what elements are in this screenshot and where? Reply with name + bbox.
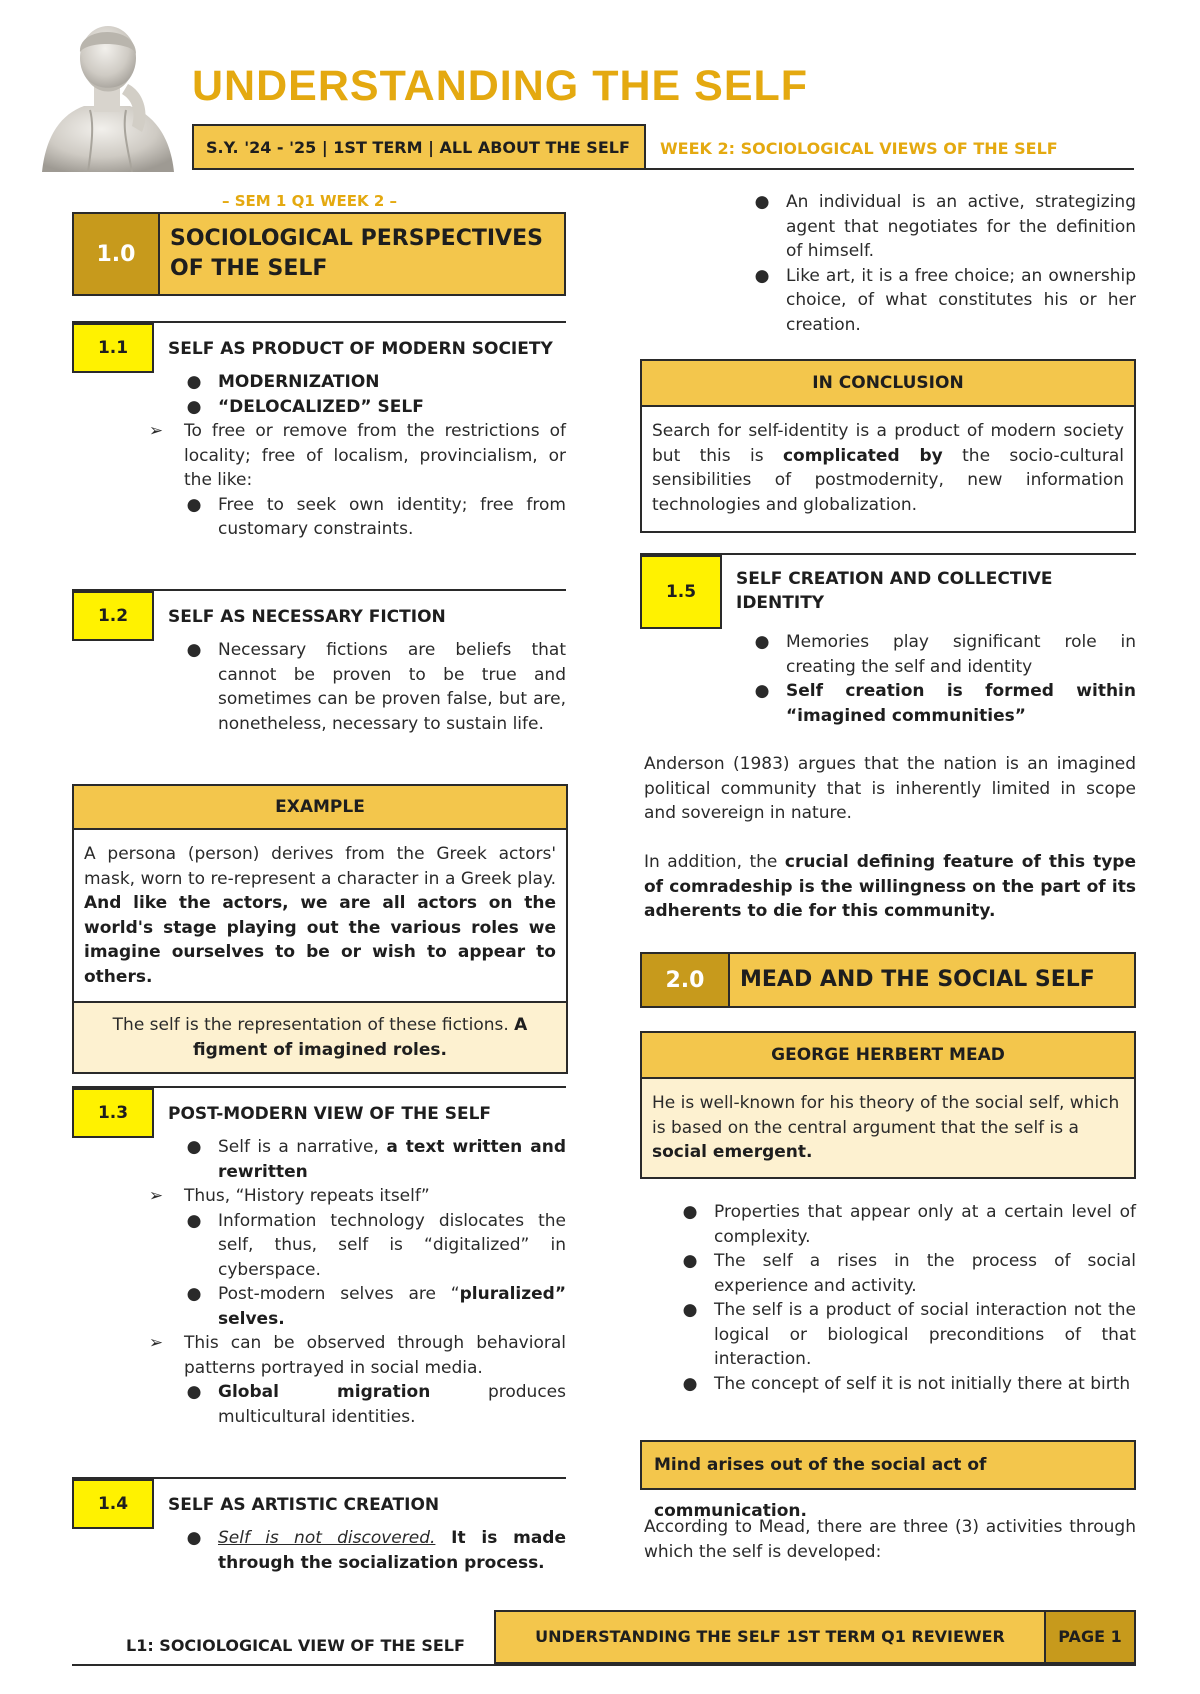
list-item [184, 1526, 566, 1575]
bullet-icon: ● [682, 1251, 698, 1271]
arrow-bullet-icon: ➢ [148, 1186, 164, 1206]
conclusion-box-body [642, 407, 1134, 531]
conclusion-box [640, 359, 1136, 533]
list-item [184, 1380, 566, 1429]
section-number: 1.2 [72, 591, 154, 641]
mead-text: He is well-known for his theory of the social self, which is based on the central argument that the self is a [652, 1093, 1120, 1138]
list-subitem [74, 419, 566, 493]
paragraph-text: In addition, the [644, 852, 785, 872]
mind-callout [640, 1440, 1136, 1521]
section-title: POST-MODERN VIEW OF THE SELF [168, 1104, 492, 1124]
list-item [184, 1209, 566, 1283]
list-item [680, 1372, 1136, 1397]
example-box-footer [74, 1001, 566, 1072]
mead-box-heading: GEORGE HERBERT MEAD [642, 1033, 1134, 1079]
arrow-bullet-icon: ➢ [148, 1333, 164, 1353]
section-title: MEAD AND THE SOCIAL SELF [730, 954, 1134, 1006]
bullet-icon: ● [186, 1284, 202, 1304]
list-item-text: The self is a product of social interaction not the logical or biological preconditions of that interaction. [714, 1300, 1136, 1369]
list-item-text: Thus, “History repeats itself” [184, 1186, 430, 1206]
footer-reviewer-label: UNDERSTANDING THE SELF 1ST TERM Q1 REVIEWER [494, 1610, 1046, 1664]
list-item [184, 493, 566, 542]
arrow-bullet-icon: ➢ [148, 421, 164, 441]
bullet-icon: ● [754, 192, 770, 212]
mead-closing-paragraph: According to Mead, there are three (3) activities through which the self is developed: [644, 1517, 1136, 1562]
list-item-emphasis: pluralized” selves. [218, 1284, 566, 1329]
section-title [160, 214, 564, 294]
section-title: SELF AS PRODUCT OF MODERN SOCIETY [168, 339, 553, 359]
bullet-icon: ● [186, 1382, 202, 1402]
bullet-icon: ● [186, 640, 202, 660]
section-title: SELF AS ARTISTIC CREATION [168, 1495, 440, 1515]
bullet-icon: ● [682, 1202, 698, 1222]
list-subitem [74, 1331, 566, 1380]
list-item-text: Information technology dislocates the self, thus, self is “digitalized” in cyberspace. [218, 1210, 566, 1280]
list-item-emphasis: Global migration [218, 1382, 431, 1402]
list-item [680, 1200, 1136, 1249]
bullet-icon: ● [186, 396, 202, 417]
bullet-icon: ● [186, 1137, 202, 1157]
bullet-icon: ● [682, 1300, 698, 1320]
bullet-icon: ● [186, 372, 202, 392]
section-1-1-bullets [148, 370, 566, 542]
list-item-text: “DELOCALIZED” SELF [218, 396, 424, 417]
example-box [72, 784, 568, 1074]
list-item-text: produces multicultural identities. [218, 1382, 566, 1427]
list-item-underlined: Self is not discovered. [218, 1528, 436, 1548]
list-item [184, 370, 566, 395]
list-item-text: Necessary fictions are beliefs that cannot be proven to be true and sometimes can be proven false, but are, nonetheless, necessary to sustain life. [218, 640, 566, 734]
conclusion-box-heading: IN CONCLUSION [642, 361, 1134, 407]
section-title: SELF AS NECESSARY FICTION [168, 607, 446, 627]
page-title: UNDERSTANDING THE SELF [192, 62, 809, 110]
bullet-icon: ● [186, 1528, 202, 1548]
list-item-text: The concept of self it is not initially there at birth [714, 1373, 1131, 1394]
week-label: WEEK 2: SOCIOLOGICAL VIEWS OF THE SELF [660, 139, 1058, 158]
callout-text: Mind arises out of the social act of communication. [654, 1455, 987, 1521]
footer-lesson-label: L1: SOCIOLOGICAL VIEW OF THE SELF [126, 1636, 465, 1655]
section-1-2-bullets [184, 638, 566, 736]
section-title-line: SOCIOLOGICAL PERSPECTIVES [170, 226, 543, 251]
section-title-line: OF THE SELF [170, 256, 328, 281]
paragraph-emphasis: crucial defining feature of this type of comradeship is the willingness on the part of its adherents to die for this community. [644, 852, 1136, 921]
list-item-emphasis: Self creation is formed within “imagined communities” [786, 681, 1136, 726]
conclusion-emphasis: complicated by [782, 445, 943, 466]
list-item [680, 1298, 1136, 1372]
bullet-icon: ● [682, 1373, 698, 1394]
bullet-icon: ● [754, 632, 770, 652]
section-title-line: IDENTITY [736, 593, 825, 613]
list-item-emphasis: a text written and rewritten [218, 1137, 566, 1182]
section-title-line: SELF CREATION AND COLLECTIVE [736, 569, 1053, 589]
section-number: 1.1 [72, 323, 154, 373]
list-subitem [74, 1184, 566, 1209]
list-item-text: Memories play significant role in creating the self and identity [786, 632, 1136, 677]
section-number: 1.4 [72, 1479, 154, 1529]
section-title [736, 567, 1136, 615]
example-footer-emphasis: A figment of imagined roles. [193, 1015, 528, 1060]
list-item [184, 395, 566, 420]
list-item [184, 638, 566, 736]
list-item [752, 264, 1136, 338]
bullet-icon: ● [754, 681, 770, 701]
list-item-text: Properties that appear only at a certain level of complexity. [714, 1202, 1136, 1247]
list-item-text: To free or remove from the restrictions of locality; free of localism, provincialism, or the like: [184, 421, 566, 490]
footer-page-number: PAGE 1 [1044, 1610, 1136, 1664]
list-item [752, 679, 1136, 728]
list-item-text: This can be observed through behavioral patterns portrayed in social media. [184, 1333, 566, 1378]
anderson-paragraph: Anderson (1983) argues that the nation is an imagined political community that is inherently limited in scope and sovereign in nature. [644, 754, 1136, 823]
school-year-label: S.Y. '24 - '25 | 1ST TERM | ALL ABOUT THE SELF [192, 124, 646, 170]
list-item-text: MODERNIZATION [218, 372, 380, 392]
footer-divider [72, 1664, 1136, 1666]
list-item-text: Self is a narrative, [218, 1137, 387, 1157]
list-item-text: Post-modern selves are “ [218, 1284, 460, 1304]
example-text-emphasis: And like the actors, we are all actors on the world's stage playing out the various roles we imagine ourselves to be or wish to appear to others. [84, 893, 556, 987]
section-2-0-header [640, 952, 1136, 1008]
list-item-emphasis: It is made through the socialization process. [218, 1528, 566, 1573]
header-divider [646, 168, 1134, 170]
list-item [680, 1249, 1136, 1298]
comradeship-paragraph [644, 850, 1136, 924]
section-number: 1.3 [72, 1088, 154, 1138]
list-item [184, 1282, 566, 1331]
mead-box [640, 1031, 1136, 1179]
section-1-5-bullets [752, 630, 1136, 728]
bullet-icon: ● [754, 265, 770, 286]
section-1-4-bullets-left [184, 1526, 566, 1575]
example-text: A persona (person) derives from the Greek actors' mask, worn to re-represent a character in a Greek play. [84, 844, 556, 889]
conclusion-text: the socio-cultural sensibilities of postmodernity, new information technologies and globalization. [652, 445, 1124, 515]
list-item-text: An individual is an active, strategizing agent that negotiates for the definition of himself. [786, 192, 1136, 261]
section-1-4-bullets-right [752, 190, 1136, 337]
section-number: 1.0 [74, 214, 160, 294]
list-item-text: Like art, it is a free choice; an ownership choice, of what constitutes his or her creation. [786, 265, 1136, 335]
example-box-heading: EXAMPLE [74, 786, 566, 830]
example-box-body [74, 830, 566, 1001]
bullet-icon: ● [186, 494, 202, 515]
semester-label: – SEM 1 Q1 WEEK 2 – [222, 192, 398, 210]
section-number: 1.5 [640, 555, 722, 629]
section-1-3-bullets [148, 1135, 566, 1429]
section-number: 2.0 [642, 954, 730, 1006]
conclusion-text: Search for self-identity is a product of modern society but this is [652, 421, 1124, 466]
mead-bullets [680, 1200, 1136, 1396]
mead-emphasis: social emergent. [652, 1142, 813, 1162]
section-1-0-header [72, 212, 566, 296]
list-item-text: Free to seek own identity; free from customary constraints. [218, 494, 566, 539]
section-1-5-header [640, 553, 1136, 629]
list-item [752, 630, 1136, 679]
example-footer-text: The self is the representation of these fictions. [112, 1015, 515, 1035]
list-item-text: The self a rises in the process of social experience and activity. [714, 1251, 1136, 1296]
thinker-statue-icon [32, 14, 182, 172]
list-item [752, 190, 1136, 264]
bullet-icon: ● [186, 1210, 202, 1231]
list-item [184, 1135, 566, 1184]
mead-box-body [642, 1079, 1134, 1177]
